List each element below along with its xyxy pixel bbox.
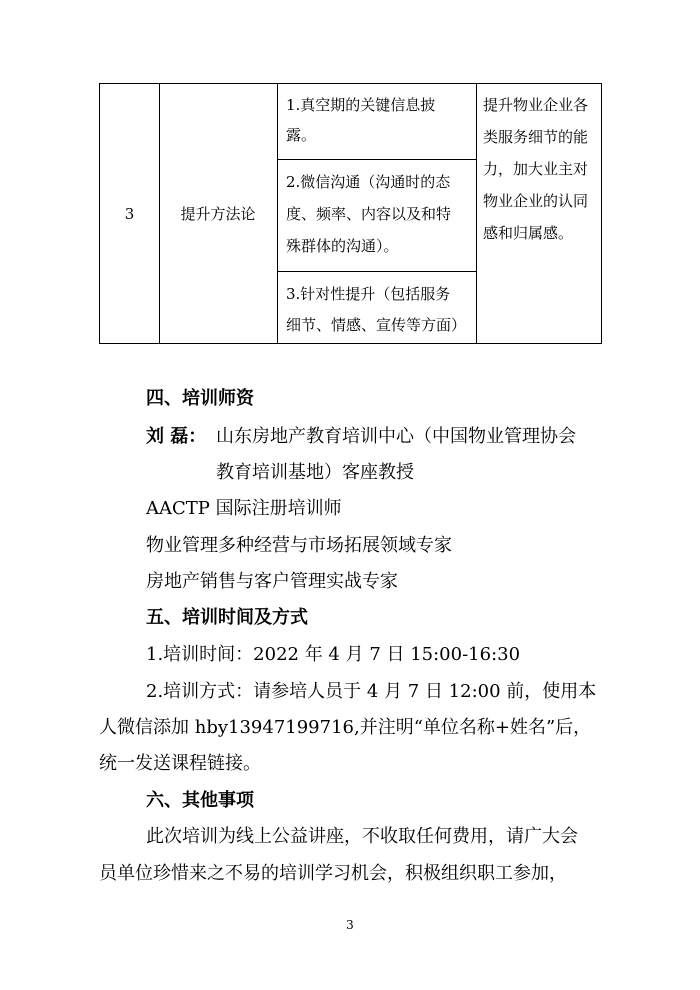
schedule-method: 2.培训方式：请参培人员于 4 月 7 日 12:00 前，使用本 xyxy=(146,681,597,702)
goal-text: 类服务细节的能 xyxy=(483,128,589,146)
goal-text: 提升物业企业各 xyxy=(483,96,589,114)
other-notes: 员单位珍惜来之不易的培训学习机会，积极组织职工参加， xyxy=(99,863,567,884)
instructor-title: 物业管理多种经营与市场拓展领域专家 xyxy=(146,535,452,556)
instructor-title: AACTP 国际注册培训师 xyxy=(146,498,342,519)
item-text: 细节、情感、宣传等方面） xyxy=(286,316,467,334)
instructor-name: 刘 磊： xyxy=(146,426,207,447)
other-notes: 此次培训为线上公益讲座，不收取任何费用，请广大会 xyxy=(146,826,578,847)
item-text: 3.针对性提升（包括服务 xyxy=(286,285,451,303)
table-row-divider xyxy=(277,271,476,272)
instructor-title: 房地产销售与客户管理实战专家 xyxy=(146,571,398,592)
item-text: 1.真空期的关键信息披 xyxy=(286,96,436,114)
topic-cell: 提升方法论 xyxy=(180,205,256,223)
instructor-bio: 教育培训基地）客座教授 xyxy=(216,462,414,483)
page-number: 3 xyxy=(346,918,354,932)
training-content-table xyxy=(99,83,602,344)
goal-text: 力，加大业主对 xyxy=(483,160,589,178)
schedule-method: 人微信添加 hby13947199716,并注明“单位名称+姓名”后， xyxy=(99,717,592,738)
schedule-method: 统一发送课程链接。 xyxy=(99,753,261,774)
row-number: 3 xyxy=(124,205,135,223)
goal-text: 物业企业的认同 xyxy=(483,192,589,210)
table-divider xyxy=(277,84,278,343)
item-text: 殊群体的沟通）。 xyxy=(286,237,399,255)
instructor-bio: 山东房地产教育培训中心（中国物业管理协会 xyxy=(216,426,576,447)
table-divider xyxy=(476,84,477,343)
item-text: 露。 xyxy=(286,126,317,144)
section-heading-other: 六、其他事项 xyxy=(146,790,254,811)
section-heading-schedule: 五、培训时间及方式 xyxy=(146,607,308,628)
goal-text: 感和归属感。 xyxy=(483,224,574,242)
item-text: 2.微信沟通（沟通时的态 xyxy=(286,173,451,191)
section-heading-instructors: 四、培训师资 xyxy=(146,388,254,409)
table-row-divider xyxy=(277,159,476,160)
item-text: 度、频率、内容以及和特 xyxy=(286,205,452,223)
schedule-time: 1.培训时间：2022 年 4 月 7 日 15:00-16:30 xyxy=(146,644,521,665)
